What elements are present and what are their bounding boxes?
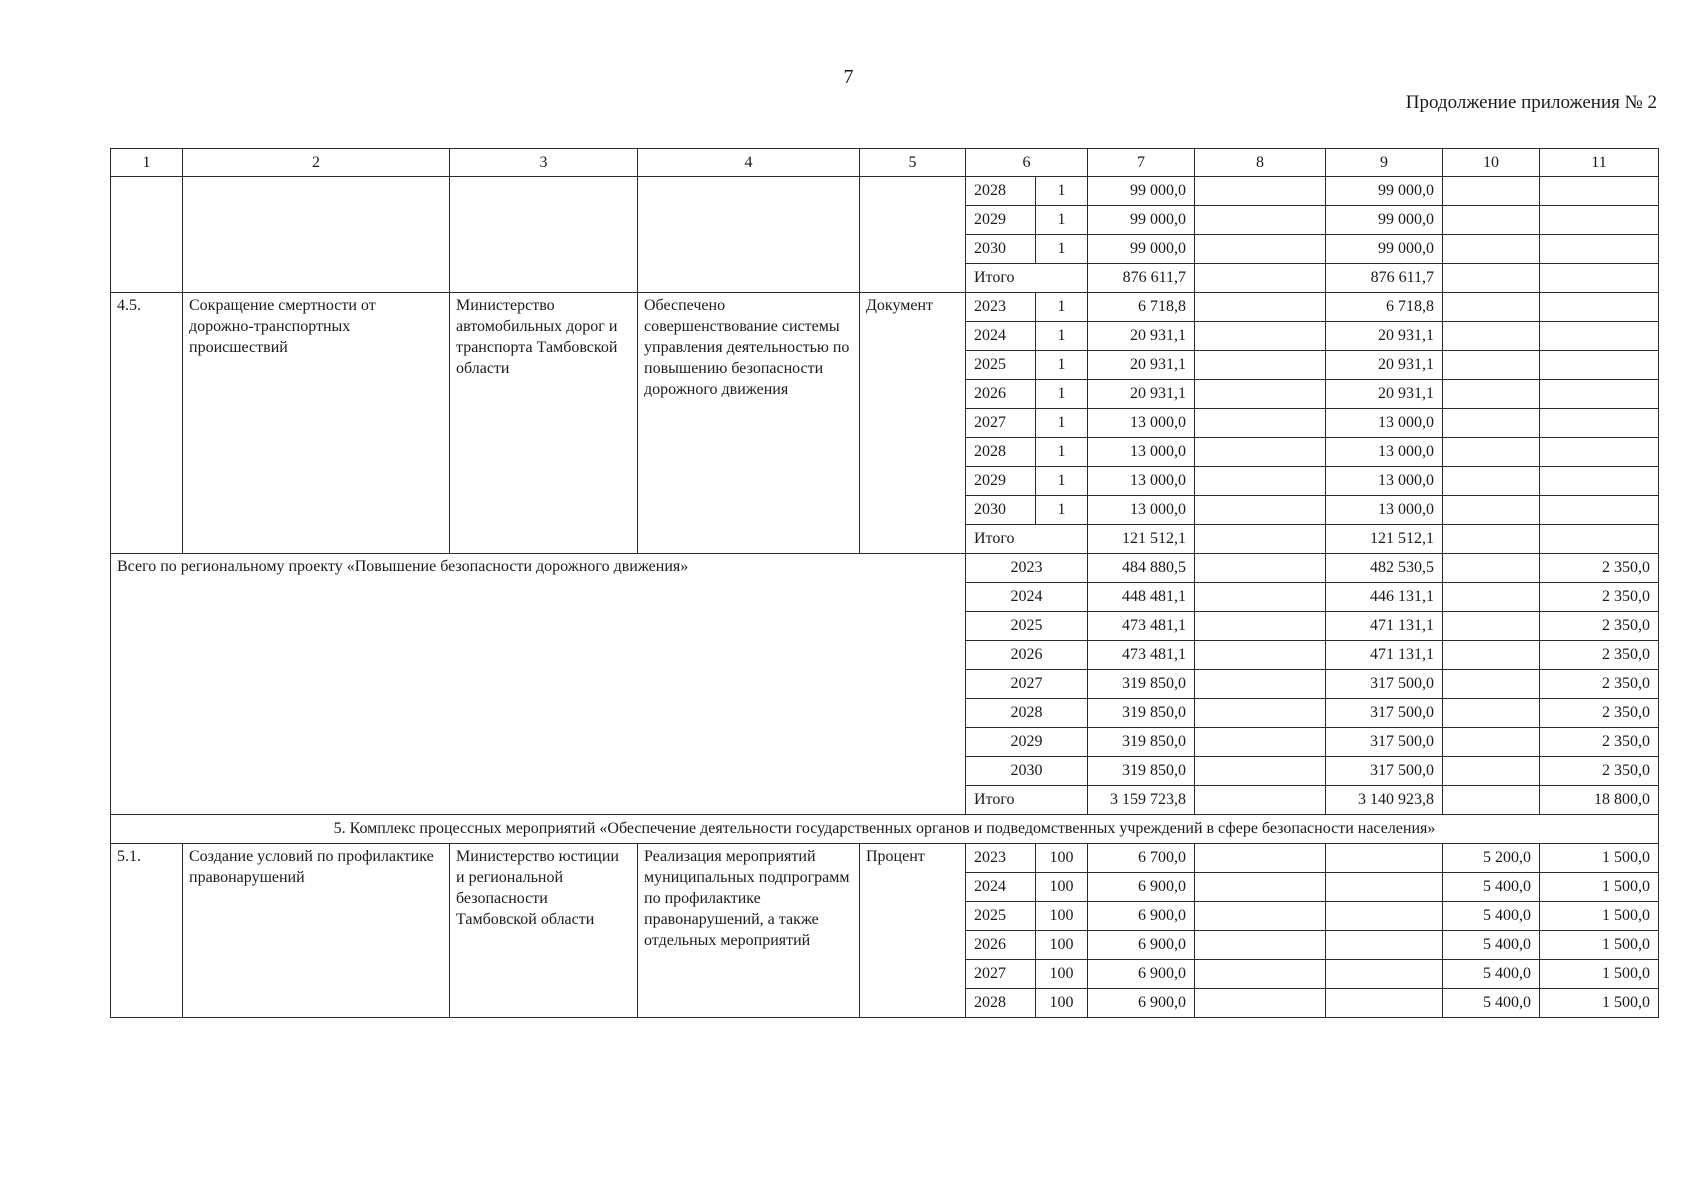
total-cell: 99 000,0 [1088,206,1195,235]
empty-cell [183,177,450,293]
total-cell: 6 900,0 [1088,902,1195,931]
item-result: Реализация мероприятий муниципальных подпрограмм по профилактике правонарушений, а также отдельных мероприятий [638,844,860,1018]
total-cell: 319 850,0 [1088,728,1195,757]
local-budget-cell: 5 400,0 [1443,902,1540,931]
year-cell: 2024 [966,583,1088,612]
empty-cell [1443,235,1540,264]
empty-cell [1540,264,1659,293]
budget-table [110,148,1659,1018]
year-cell: 2028 [966,699,1088,728]
year-cell: 2028 [966,438,1036,467]
empty-cell [1443,641,1540,670]
other-sources-cell: 2 350,0 [1540,612,1659,641]
table-row [111,293,1659,322]
col-header-11: 11 [1540,149,1659,177]
regional-budget-cell: 13 000,0 [1326,467,1443,496]
empty-cell [1195,322,1326,351]
total-cell: 876 611,7 [1088,264,1195,293]
empty-cell [1443,206,1540,235]
regional-budget-cell: 3 140 923,8 [1326,786,1443,815]
other-sources-cell: 2 350,0 [1540,757,1659,786]
year-cell: 2026 [966,641,1088,670]
other-sources-cell: 1 500,0 [1540,989,1659,1018]
year-cell: 2027 [966,670,1088,699]
empty-cell [1195,438,1326,467]
empty-cell [1443,293,1540,322]
empty-cell [1195,902,1326,931]
empty-cell [1443,583,1540,612]
empty-cell [1195,293,1326,322]
empty-cell [1443,467,1540,496]
regional-budget-cell: 446 131,1 [1326,583,1443,612]
empty-cell [1443,728,1540,757]
empty-cell [1443,554,1540,583]
itogo-label: Итого [966,264,1088,293]
local-budget-cell: 5 400,0 [1443,931,1540,960]
local-budget-cell: 5 200,0 [1443,844,1540,873]
empty-cell [1195,525,1326,554]
section-title-row [111,815,1659,844]
item-name: Создание условий по профилактике правонарушений [183,844,450,1018]
year-cell: 2025 [966,902,1036,931]
year-cell: 2025 [966,612,1088,641]
indicator-value-cell: 1 [1036,206,1088,235]
other-sources-cell: 2 350,0 [1540,641,1659,670]
empty-cell [1326,873,1443,902]
col-header-7: 7 [1088,149,1195,177]
year-cell: 2030 [966,757,1088,786]
regional-budget-cell: 6 718,8 [1326,293,1443,322]
empty-cell [1195,351,1326,380]
other-sources-cell: 1 500,0 [1540,960,1659,989]
empty-cell [638,177,860,293]
regional-budget-cell: 99 000,0 [1326,206,1443,235]
empty-cell [1443,351,1540,380]
empty-cell [1540,409,1659,438]
item-unit: Документ [860,293,966,554]
regional-budget-cell: 99 000,0 [1326,177,1443,206]
total-cell: 6 900,0 [1088,931,1195,960]
regional-budget-cell: 13 000,0 [1326,409,1443,438]
table-row [111,844,1659,873]
col-header-6: 6 [966,149,1088,177]
table-row [111,554,1659,583]
other-sources-cell: 1 500,0 [1540,873,1659,902]
table-row [111,177,1659,206]
year-cell: 2026 [966,380,1036,409]
indicator-value-cell: 100 [1036,902,1088,931]
year-cell: 2023 [966,293,1036,322]
empty-cell [1540,322,1659,351]
empty-cell [1195,380,1326,409]
empty-cell [1195,873,1326,902]
other-sources-cell: 2 350,0 [1540,583,1659,612]
empty-cell [1195,757,1326,786]
empty-cell [1195,554,1326,583]
indicator-value-cell: 100 [1036,931,1088,960]
indicator-value-cell: 1 [1036,496,1088,525]
empty-cell [1326,902,1443,931]
empty-cell [1326,931,1443,960]
year-cell: 2025 [966,351,1036,380]
empty-cell [1443,525,1540,554]
empty-cell [1443,786,1540,815]
total-cell: 13 000,0 [1088,467,1195,496]
local-budget-cell: 5 400,0 [1443,960,1540,989]
indicator-value-cell: 1 [1036,409,1088,438]
total-cell: 20 931,1 [1088,380,1195,409]
empty-cell [1443,757,1540,786]
total-cell: 319 850,0 [1088,699,1195,728]
empty-cell [1195,467,1326,496]
year-cell: 2029 [966,206,1036,235]
empty-cell [1195,699,1326,728]
regional-budget-cell: 471 131,1 [1326,612,1443,641]
total-cell: 6 900,0 [1088,960,1195,989]
year-cell: 2027 [966,409,1036,438]
year-cell: 2029 [966,467,1036,496]
empty-cell [1443,264,1540,293]
year-cell: 2023 [966,554,1088,583]
total-cell: 6 900,0 [1088,989,1195,1018]
empty-cell [1195,496,1326,525]
item-number: 5.1. [111,844,183,1018]
col-header-10: 10 [1443,149,1540,177]
empty-cell [1540,467,1659,496]
total-cell: 319 850,0 [1088,757,1195,786]
total-cell: 121 512,1 [1088,525,1195,554]
empty-cell [1195,989,1326,1018]
other-sources-cell: 1 500,0 [1540,931,1659,960]
total-cell: 484 880,5 [1088,554,1195,583]
year-cell: 2028 [966,177,1036,206]
regional-budget-cell: 99 000,0 [1326,235,1443,264]
empty-cell [1540,525,1659,554]
total-cell: 319 850,0 [1088,670,1195,699]
indicator-value-cell: 1 [1036,177,1088,206]
empty-cell [1195,728,1326,757]
empty-cell [1540,293,1659,322]
regional-budget-cell: 20 931,1 [1326,380,1443,409]
empty-cell [1443,177,1540,206]
item-number: 4.5. [111,293,183,554]
regional-budget-cell: 482 530,5 [1326,554,1443,583]
regional-budget-cell: 876 611,7 [1326,264,1443,293]
year-cell: 2030 [966,235,1036,264]
other-sources-cell: 18 800,0 [1540,786,1659,815]
empty-cell [1443,380,1540,409]
empty-cell [1195,235,1326,264]
total-cell: 99 000,0 [1088,235,1195,264]
total-cell: 13 000,0 [1088,409,1195,438]
empty-cell [1195,844,1326,873]
empty-cell [111,177,183,293]
other-sources-cell: 1 500,0 [1540,844,1659,873]
empty-cell [1195,670,1326,699]
year-cell: 2023 [966,844,1036,873]
column-number-row [111,149,1659,177]
indicator-value-cell: 1 [1036,380,1088,409]
empty-cell [450,177,638,293]
regional-budget-cell: 317 500,0 [1326,699,1443,728]
other-sources-cell: 2 350,0 [1540,554,1659,583]
page-number: 7 [843,66,854,88]
empty-cell [1195,612,1326,641]
indicator-value-cell: 1 [1036,235,1088,264]
indicator-value-cell: 1 [1036,467,1088,496]
item-unit: Процент [860,844,966,1018]
indicator-value-cell: 100 [1036,873,1088,902]
regional-budget-cell: 317 500,0 [1326,757,1443,786]
col-header-3: 3 [450,149,638,177]
regional-budget-cell: 13 000,0 [1326,438,1443,467]
item-result: Обеспечено совершенствование системы управления деятельностью по повышению безопасности дорожного движения [638,293,860,554]
total-cell: 6 900,0 [1088,873,1195,902]
item-executor: Министерство автомобильных дорог и транспорта Тамбовской области [450,293,638,554]
col-header-4: 4 [638,149,860,177]
local-budget-cell: 5 400,0 [1443,989,1540,1018]
empty-cell [1326,960,1443,989]
regional-budget-cell: 20 931,1 [1326,351,1443,380]
empty-cell [1540,177,1659,206]
empty-cell [1443,438,1540,467]
empty-cell [1443,699,1540,728]
col-header-1: 1 [111,149,183,177]
other-sources-cell: 1 500,0 [1540,902,1659,931]
empty-cell [1540,235,1659,264]
empty-cell [1540,206,1659,235]
year-cell: 2027 [966,960,1036,989]
empty-cell [1195,786,1326,815]
indicator-value-cell: 1 [1036,438,1088,467]
year-cell: 2030 [966,496,1036,525]
empty-cell [1195,177,1326,206]
regional-budget-cell: 121 512,1 [1326,525,1443,554]
itogo-label: Итого [966,786,1088,815]
item-name: Сокращение смертности от дорожно-транспортных происшествий [183,293,450,554]
total-cell: 20 931,1 [1088,351,1195,380]
other-sources-cell: 2 350,0 [1540,728,1659,757]
empty-cell [1326,844,1443,873]
indicator-value-cell: 1 [1036,293,1088,322]
project-total-label: Всего по региональному проекту «Повышение безопасности дорожного движения» [111,554,966,815]
empty-cell [1443,409,1540,438]
empty-cell [1443,322,1540,351]
empty-cell [1195,409,1326,438]
empty-cell [1540,438,1659,467]
regional-budget-cell: 13 000,0 [1326,496,1443,525]
total-cell: 3 159 723,8 [1088,786,1195,815]
empty-cell [1195,583,1326,612]
empty-cell [1326,989,1443,1018]
indicator-value-cell: 100 [1036,960,1088,989]
col-header-9: 9 [1326,149,1443,177]
total-cell: 13 000,0 [1088,438,1195,467]
local-budget-cell: 5 400,0 [1443,873,1540,902]
col-header-8: 8 [1195,149,1326,177]
other-sources-cell: 2 350,0 [1540,699,1659,728]
appendix-continuation-note: Продолжение приложения № 2 [1405,92,1657,113]
indicator-value-cell: 1 [1036,322,1088,351]
empty-cell [1195,641,1326,670]
total-cell: 448 481,1 [1088,583,1195,612]
regional-budget-cell: 317 500,0 [1326,670,1443,699]
total-cell: 473 481,1 [1088,612,1195,641]
total-cell: 20 931,1 [1088,322,1195,351]
indicator-value-cell: 100 [1036,989,1088,1018]
empty-cell [1540,496,1659,525]
col-header-5: 5 [860,149,966,177]
year-cell: 2024 [966,873,1036,902]
empty-cell [1443,496,1540,525]
regional-budget-cell: 471 131,1 [1326,641,1443,670]
total-cell: 6 718,8 [1088,293,1195,322]
empty-cell [1540,380,1659,409]
year-cell: 2028 [966,989,1036,1018]
empty-cell [1443,670,1540,699]
empty-cell [1195,931,1326,960]
col-header-2: 2 [183,149,450,177]
other-sources-cell: 2 350,0 [1540,670,1659,699]
total-cell: 6 700,0 [1088,844,1195,873]
year-cell: 2024 [966,322,1036,351]
regional-budget-cell: 317 500,0 [1326,728,1443,757]
year-cell: 2029 [966,728,1088,757]
itogo-label: Итого [966,525,1088,554]
total-cell: 13 000,0 [1088,496,1195,525]
section-title: 5. Комплекс процессных мероприятий «Обеспечение деятельности государственных органов и подведомственных учреждений в сфере безопасности населения» [111,815,1659,844]
total-cell: 473 481,1 [1088,641,1195,670]
empty-cell [860,177,966,293]
empty-cell [1195,206,1326,235]
item-executor: Министерство юстиции и региональной безопасности Тамбовской области [450,844,638,1018]
empty-cell [1195,264,1326,293]
empty-cell [1540,351,1659,380]
empty-cell [1443,612,1540,641]
total-cell: 99 000,0 [1088,177,1195,206]
year-cell: 2026 [966,931,1036,960]
empty-cell [1195,960,1326,989]
regional-budget-cell: 20 931,1 [1326,322,1443,351]
indicator-value-cell: 100 [1036,844,1088,873]
indicator-value-cell: 1 [1036,351,1088,380]
